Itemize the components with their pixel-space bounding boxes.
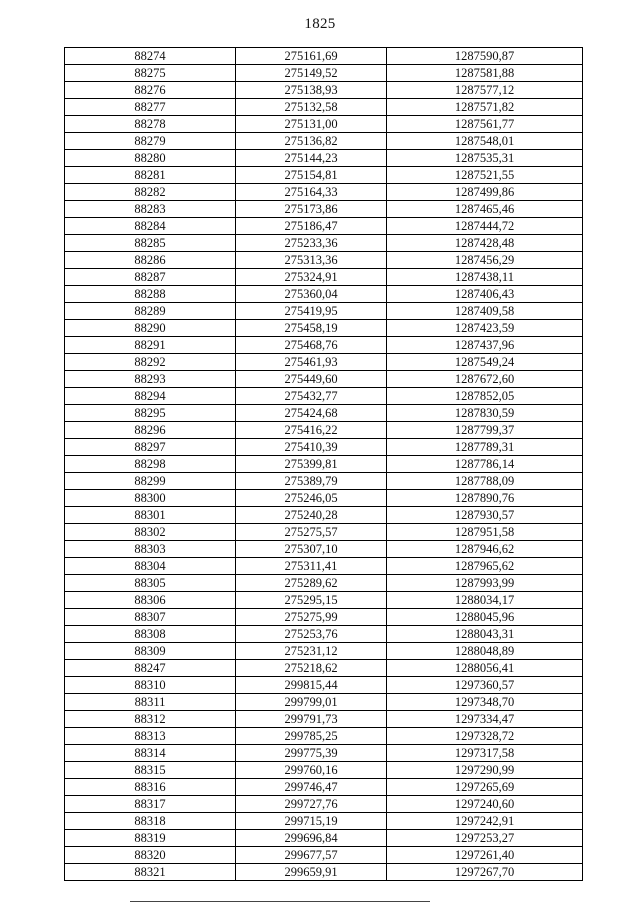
y-coordinate-cell: 1288048,89 — [387, 643, 583, 660]
point-number-cell: 88318 — [65, 813, 236, 830]
x-coordinate-cell: 299815,44 — [236, 677, 387, 694]
y-coordinate-cell: 1287535,31 — [387, 150, 583, 167]
point-number-cell: 88312 — [65, 711, 236, 728]
x-coordinate-cell: 275218,62 — [236, 660, 387, 677]
table-row — [65, 286, 583, 303]
point-number-cell: 88317 — [65, 796, 236, 813]
point-number-cell: 88300 — [65, 490, 236, 507]
table-row — [65, 830, 583, 847]
x-coordinate-cell: 275246,05 — [236, 490, 387, 507]
point-number-cell: 88281 — [65, 167, 236, 184]
table-row — [65, 677, 583, 694]
y-coordinate-cell: 1287789,31 — [387, 439, 583, 456]
table-row — [65, 762, 583, 779]
table-row — [65, 796, 583, 813]
table-row — [65, 507, 583, 524]
table-row — [65, 184, 583, 201]
y-coordinate-cell: 1287799,37 — [387, 422, 583, 439]
point-number-cell: 88309 — [65, 643, 236, 660]
point-number-cell: 88303 — [65, 541, 236, 558]
point-number-cell: 88278 — [65, 116, 236, 133]
point-number-cell: 88288 — [65, 286, 236, 303]
y-coordinate-cell: 1287890,76 — [387, 490, 583, 507]
x-coordinate-cell: 275360,04 — [236, 286, 387, 303]
y-coordinate-cell: 1287444,72 — [387, 218, 583, 235]
y-coordinate-cell: 1287521,55 — [387, 167, 583, 184]
y-coordinate-cell: 1287571,82 — [387, 99, 583, 116]
table-row — [65, 388, 583, 405]
y-coordinate-cell: 1288043,31 — [387, 626, 583, 643]
x-coordinate-cell: 275253,76 — [236, 626, 387, 643]
point-number-cell: 88297 — [65, 439, 236, 456]
table-row — [65, 422, 583, 439]
x-coordinate-cell: 275389,79 — [236, 473, 387, 490]
x-coordinate-cell: 275458,19 — [236, 320, 387, 337]
point-number-cell: 88291 — [65, 337, 236, 354]
table-row — [65, 82, 583, 99]
y-coordinate-cell: 1287930,57 — [387, 507, 583, 524]
y-coordinate-cell: 1287951,58 — [387, 524, 583, 541]
table-row — [65, 337, 583, 354]
x-coordinate-cell: 299785,25 — [236, 728, 387, 745]
x-coordinate-cell: 275240,28 — [236, 507, 387, 524]
table-row — [65, 167, 583, 184]
point-number-cell: 88276 — [65, 82, 236, 99]
y-coordinate-cell: 1288056,41 — [387, 660, 583, 677]
x-coordinate-cell: 275154,81 — [236, 167, 387, 184]
footer-divider — [130, 901, 430, 902]
x-coordinate-cell: 299775,39 — [236, 745, 387, 762]
point-number-cell: 88305 — [65, 575, 236, 592]
y-coordinate-cell: 1287406,43 — [387, 286, 583, 303]
x-coordinate-cell: 275461,93 — [236, 354, 387, 371]
point-number-cell: 88321 — [65, 864, 236, 881]
point-number-cell: 88279 — [65, 133, 236, 150]
point-number-cell: 88290 — [65, 320, 236, 337]
y-coordinate-cell: 1297265,69 — [387, 779, 583, 796]
x-coordinate-cell: 299760,16 — [236, 762, 387, 779]
y-coordinate-cell: 1287499,86 — [387, 184, 583, 201]
point-number-cell: 88277 — [65, 99, 236, 116]
y-coordinate-cell: 1287409,58 — [387, 303, 583, 320]
x-coordinate-cell: 275432,77 — [236, 388, 387, 405]
table-row — [65, 575, 583, 592]
point-number-cell: 88274 — [65, 48, 236, 65]
y-coordinate-cell: 1287428,48 — [387, 235, 583, 252]
point-number-cell: 88320 — [65, 847, 236, 864]
point-number-cell: 88298 — [65, 456, 236, 473]
table-row — [65, 150, 583, 167]
point-number-cell: 88301 — [65, 507, 236, 524]
point-number-cell: 88295 — [65, 405, 236, 422]
table-body — [65, 48, 583, 881]
y-coordinate-cell: 1297242,91 — [387, 813, 583, 830]
point-number-cell: 88299 — [65, 473, 236, 490]
x-coordinate-cell: 275324,91 — [236, 269, 387, 286]
page-number: 1825 — [304, 16, 336, 32]
x-coordinate-cell: 299791,73 — [236, 711, 387, 728]
x-coordinate-cell: 275144,23 — [236, 150, 387, 167]
point-number-cell: 88311 — [65, 694, 236, 711]
table-row — [65, 609, 583, 626]
x-coordinate-cell: 299746,47 — [236, 779, 387, 796]
y-coordinate-cell: 1288045,96 — [387, 609, 583, 626]
table-row — [65, 269, 583, 286]
y-coordinate-cell: 1287549,24 — [387, 354, 583, 371]
x-coordinate-cell: 299659,91 — [236, 864, 387, 881]
point-number-cell: 88313 — [65, 728, 236, 745]
y-coordinate-cell: 1287577,12 — [387, 82, 583, 99]
table-row — [65, 235, 583, 252]
point-number-cell: 88302 — [65, 524, 236, 541]
x-coordinate-cell: 275164,33 — [236, 184, 387, 201]
y-coordinate-cell: 1287581,88 — [387, 65, 583, 82]
x-coordinate-cell: 275416,22 — [236, 422, 387, 439]
table-row — [65, 711, 583, 728]
coordinates-table-container — [64, 47, 579, 881]
table-row — [65, 456, 583, 473]
table-row — [65, 218, 583, 235]
x-coordinate-cell: 275399,81 — [236, 456, 387, 473]
point-number-cell: 88306 — [65, 592, 236, 609]
point-number-cell: 88282 — [65, 184, 236, 201]
table-row — [65, 643, 583, 660]
point-number-cell: 88308 — [65, 626, 236, 643]
x-coordinate-cell: 275138,93 — [236, 82, 387, 99]
x-coordinate-cell: 275313,36 — [236, 252, 387, 269]
x-coordinate-cell: 275449,60 — [236, 371, 387, 388]
x-coordinate-cell: 275307,10 — [236, 541, 387, 558]
x-coordinate-cell: 275311,41 — [236, 558, 387, 575]
table-row — [65, 65, 583, 82]
x-coordinate-cell: 275131,00 — [236, 116, 387, 133]
y-coordinate-cell: 1287561,77 — [387, 116, 583, 133]
x-coordinate-cell: 275136,82 — [236, 133, 387, 150]
table-row — [65, 813, 583, 830]
table-row — [65, 864, 583, 881]
table-row — [65, 473, 583, 490]
point-number-cell: 88283 — [65, 201, 236, 218]
table-row — [65, 490, 583, 507]
point-number-cell: 88285 — [65, 235, 236, 252]
table-row — [65, 541, 583, 558]
table-row — [65, 201, 583, 218]
table-row — [65, 303, 583, 320]
y-coordinate-cell: 1287423,59 — [387, 320, 583, 337]
x-coordinate-cell: 275468,76 — [236, 337, 387, 354]
x-coordinate-cell: 275275,57 — [236, 524, 387, 541]
y-coordinate-cell: 1287456,29 — [387, 252, 583, 269]
y-coordinate-cell: 1297240,60 — [387, 796, 583, 813]
point-number-cell: 88319 — [65, 830, 236, 847]
point-number-cell: 88315 — [65, 762, 236, 779]
x-coordinate-cell: 275424,68 — [236, 405, 387, 422]
x-coordinate-cell: 275275,99 — [236, 609, 387, 626]
y-coordinate-cell: 1297360,57 — [387, 677, 583, 694]
table-row — [65, 558, 583, 575]
table-row — [65, 524, 583, 541]
y-coordinate-cell: 1297334,47 — [387, 711, 583, 728]
point-number-cell: 88284 — [65, 218, 236, 235]
table-row — [65, 252, 583, 269]
point-number-cell: 88294 — [65, 388, 236, 405]
point-number-cell: 88307 — [65, 609, 236, 626]
table-row — [65, 48, 583, 65]
y-coordinate-cell: 1297261,40 — [387, 847, 583, 864]
y-coordinate-cell: 1297328,72 — [387, 728, 583, 745]
y-coordinate-cell: 1287548,01 — [387, 133, 583, 150]
table-row — [65, 728, 583, 745]
point-number-cell: 88275 — [65, 65, 236, 82]
x-coordinate-cell: 275173,86 — [236, 201, 387, 218]
x-coordinate-cell: 275233,36 — [236, 235, 387, 252]
table-row — [65, 354, 583, 371]
point-number-cell: 88247 — [65, 660, 236, 677]
y-coordinate-cell: 1297253,27 — [387, 830, 583, 847]
table-row — [65, 133, 583, 150]
x-coordinate-cell: 299799,01 — [236, 694, 387, 711]
table-row — [65, 371, 583, 388]
table-row — [65, 626, 583, 643]
y-coordinate-cell: 1287672,60 — [387, 371, 583, 388]
y-coordinate-cell: 1288034,17 — [387, 592, 583, 609]
y-coordinate-cell: 1297267,70 — [387, 864, 583, 881]
table-row — [65, 694, 583, 711]
table-row — [65, 592, 583, 609]
point-number-cell: 88287 — [65, 269, 236, 286]
x-coordinate-cell: 275132,58 — [236, 99, 387, 116]
point-number-cell: 88292 — [65, 354, 236, 371]
x-coordinate-cell: 299677,57 — [236, 847, 387, 864]
y-coordinate-cell: 1287437,96 — [387, 337, 583, 354]
point-number-cell: 88316 — [65, 779, 236, 796]
point-number-cell: 88304 — [65, 558, 236, 575]
point-number-cell: 88310 — [65, 677, 236, 694]
point-number-cell: 88314 — [65, 745, 236, 762]
x-coordinate-cell: 299696,84 — [236, 830, 387, 847]
table-row — [65, 439, 583, 456]
x-coordinate-cell: 275289,62 — [236, 575, 387, 592]
x-coordinate-cell: 275295,15 — [236, 592, 387, 609]
x-coordinate-cell: 275161,69 — [236, 48, 387, 65]
point-number-cell: 88286 — [65, 252, 236, 269]
table-row — [65, 116, 583, 133]
point-number-cell: 88293 — [65, 371, 236, 388]
y-coordinate-cell: 1297348,70 — [387, 694, 583, 711]
y-coordinate-cell: 1287993,99 — [387, 575, 583, 592]
table-row — [65, 847, 583, 864]
point-number-cell: 88280 — [65, 150, 236, 167]
table-row — [65, 405, 583, 422]
y-coordinate-cell: 1297290,99 — [387, 762, 583, 779]
y-coordinate-cell: 1287946,62 — [387, 541, 583, 558]
x-coordinate-cell: 275410,39 — [236, 439, 387, 456]
y-coordinate-cell: 1287786,14 — [387, 456, 583, 473]
table-row — [65, 745, 583, 762]
table-row — [65, 660, 583, 677]
point-number-cell: 88289 — [65, 303, 236, 320]
x-coordinate-cell: 275149,52 — [236, 65, 387, 82]
y-coordinate-cell: 1287965,62 — [387, 558, 583, 575]
y-coordinate-cell: 1287852,05 — [387, 388, 583, 405]
table-row — [65, 779, 583, 796]
y-coordinate-cell: 1287590,87 — [387, 48, 583, 65]
y-coordinate-cell: 1287830,59 — [387, 405, 583, 422]
y-coordinate-cell: 1297317,58 — [387, 745, 583, 762]
x-coordinate-cell: 275419,95 — [236, 303, 387, 320]
x-coordinate-cell: 275186,47 — [236, 218, 387, 235]
x-coordinate-cell: 299715,19 — [236, 813, 387, 830]
y-coordinate-cell: 1287788,09 — [387, 473, 583, 490]
table-row — [65, 99, 583, 116]
table-row — [65, 320, 583, 337]
x-coordinate-cell: 275231,12 — [236, 643, 387, 660]
x-coordinate-cell: 299727,76 — [236, 796, 387, 813]
y-coordinate-cell: 1287438,11 — [387, 269, 583, 286]
coordinates-table — [64, 47, 583, 881]
point-number-cell: 88296 — [65, 422, 236, 439]
y-coordinate-cell: 1287465,46 — [387, 201, 583, 218]
